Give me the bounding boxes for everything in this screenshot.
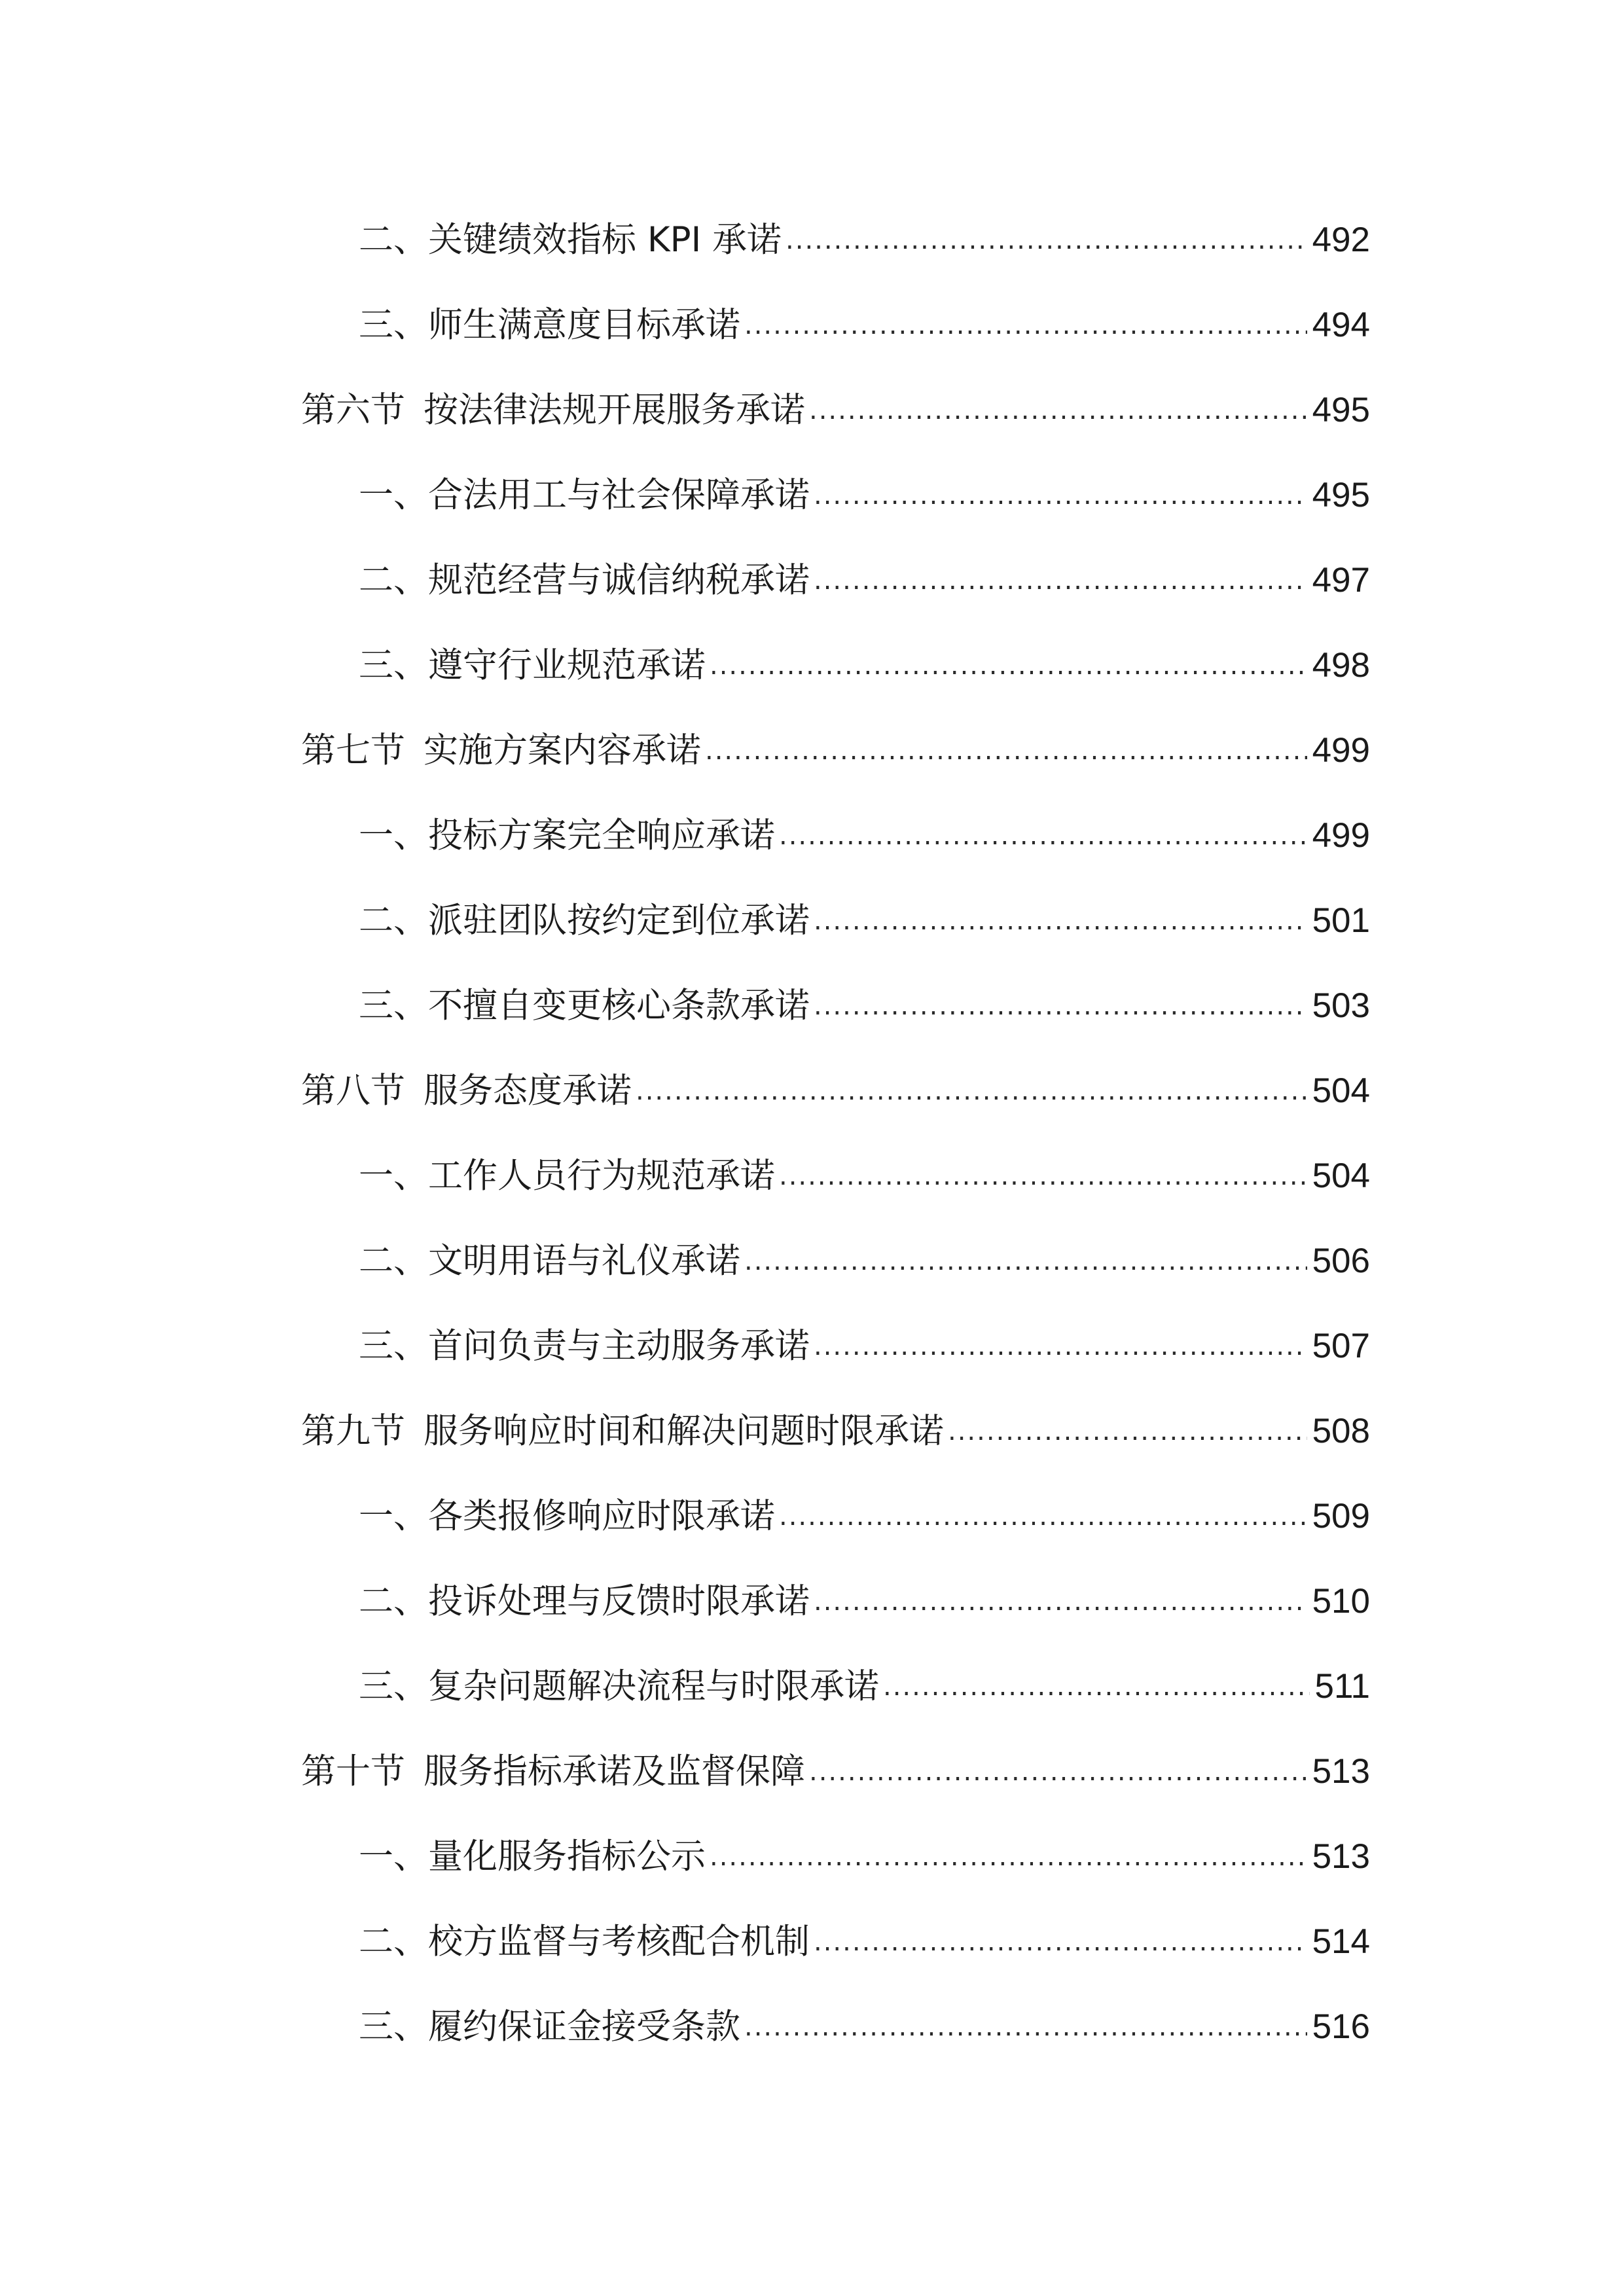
toc-entry-prefix: 三、 — [359, 1666, 428, 1706]
dot-leader — [814, 1320, 1307, 1372]
toc-entry-page: 499 — [1312, 816, 1370, 855]
toc-entry[interactable] — [359, 1831, 1370, 1883]
toc-entry-title: 师生满意度目标承诺 — [428, 305, 740, 345]
toc-entry-title: 服务指标承诺及监督保障 — [424, 1751, 805, 1791]
toc-entry-title: 派驻团队按约定到位承诺 — [428, 901, 810, 941]
dot-leader — [710, 639, 1307, 692]
toc-entry-title: 投诉处理与反馈时限承诺 — [428, 1581, 810, 1621]
toc-entry-title: 合法用工与社会保障承诺 — [428, 475, 810, 515]
toc-entry-title: 履约保证金接受条款 — [428, 2007, 740, 2047]
dot-leader — [785, 214, 1307, 266]
toc-entry-prefix: 三、 — [359, 305, 428, 345]
toc-entry-page: 498 — [1312, 646, 1370, 685]
toc-entry-title: 首问负责与主动服务承诺 — [428, 1326, 810, 1366]
dot-leader — [710, 1831, 1307, 1883]
toc-entry-page: 497 — [1312, 561, 1370, 600]
toc-entry[interactable] — [359, 1660, 1370, 1713]
toc-entry-prefix: 一、 — [359, 475, 428, 515]
toc-section-entry[interactable] — [301, 1746, 1370, 1798]
toc-entry-title: 校方监督与考核配合机制 — [428, 1922, 810, 1962]
toc-entry[interactable] — [359, 299, 1370, 351]
toc-entry-page: 501 — [1312, 901, 1370, 940]
toc-entry-prefix: 第八节 — [301, 1071, 405, 1111]
dot-leader — [744, 299, 1307, 351]
dot-leader — [883, 1660, 1310, 1713]
dot-leader — [814, 895, 1307, 947]
toc-entry-title: 遵守行业规范承诺 — [428, 645, 706, 685]
dot-leader — [809, 384, 1307, 437]
toc-entry-prefix: 一、 — [359, 816, 428, 855]
toc-entry[interactable] — [359, 1490, 1370, 1543]
toc-entry-prefix: 二、 — [359, 1922, 428, 1962]
toc-entry-prefix: 第六节 — [301, 390, 405, 430]
toc-entry[interactable] — [359, 895, 1370, 947]
toc-entry-prefix: 三、 — [359, 1326, 428, 1366]
toc-entry-title: 工作人员行为规范承诺 — [428, 1156, 775, 1196]
toc-entry[interactable] — [359, 214, 1370, 266]
toc-entry-page: 516 — [1312, 2007, 1370, 2046]
dot-leader — [636, 1065, 1307, 1117]
toc-entry-prefix: 三、 — [359, 2007, 428, 2047]
toc-entry-title: 复杂问题解决流程与时限承诺 — [428, 1666, 879, 1706]
dot-leader — [814, 469, 1307, 522]
toc-entry[interactable] — [359, 1575, 1370, 1628]
toc-entry-page: 510 — [1312, 1582, 1370, 1621]
toc-entry-page: 508 — [1312, 1412, 1370, 1450]
toc-entry-prefix: 二、 — [359, 1581, 428, 1621]
toc-entry-prefix: 一、 — [359, 1496, 428, 1536]
toc-entry-title: 规范经营与诚信纳税承诺 — [428, 560, 810, 600]
toc-entry[interactable] — [359, 639, 1370, 692]
toc-entry-title: 不擅自变更核心条款承诺 — [428, 986, 810, 1026]
toc-entry-prefix: 第十节 — [301, 1751, 405, 1791]
toc-entry[interactable] — [359, 554, 1370, 607]
toc-entry-prefix: 二、 — [359, 220, 428, 260]
toc-entry-page: 511 — [1314, 1667, 1370, 1706]
toc-entry[interactable] — [359, 2001, 1370, 2053]
toc-entry-title: 实施方案内容承诺 — [424, 730, 701, 770]
toc-entry-prefix: 二、 — [359, 901, 428, 941]
toc-entry-page: 514 — [1312, 1922, 1370, 1961]
dot-leader — [814, 1575, 1307, 1628]
toc-entry-page: 509 — [1312, 1497, 1370, 1535]
dot-leader — [705, 725, 1307, 777]
toc-entry-prefix: 一、 — [359, 1156, 428, 1196]
dot-leader — [814, 554, 1307, 607]
dot-leader — [814, 980, 1307, 1032]
dot-leader — [779, 810, 1307, 862]
toc-entry-prefix: 三、 — [359, 645, 428, 685]
toc-entry-page: 499 — [1312, 731, 1370, 770]
toc-entry-page: 506 — [1312, 1242, 1370, 1280]
dot-leader — [744, 2001, 1307, 2053]
toc-entry[interactable] — [359, 469, 1370, 522]
toc-section-entry[interactable] — [301, 1405, 1370, 1458]
toc-entry-page: 495 — [1312, 476, 1370, 514]
toc-entry-title: 文明用语与礼仪承诺 — [428, 1241, 740, 1281]
toc-entry-page: 507 — [1312, 1327, 1370, 1365]
toc-entry[interactable] — [359, 1235, 1370, 1287]
toc-entry-title: 投标方案完全响应承诺 — [428, 816, 775, 855]
toc-section-entry[interactable] — [301, 384, 1370, 437]
toc-entry-prefix: 第七节 — [301, 730, 405, 770]
toc-section-entry[interactable] — [301, 1065, 1370, 1117]
toc-entry-page: 494 — [1312, 306, 1370, 344]
toc-entry[interactable] — [359, 1320, 1370, 1372]
dot-leader — [779, 1490, 1307, 1543]
toc-entry-prefix: 一、 — [359, 1837, 428, 1876]
dot-leader — [744, 1235, 1307, 1287]
toc-entry-title: 关键绩效指标 KPI 承诺 — [428, 220, 782, 260]
toc-entry-prefix: 二、 — [359, 560, 428, 600]
toc-entry-prefix: 三、 — [359, 986, 428, 1026]
dot-leader — [809, 1746, 1307, 1798]
toc-entry-page: 513 — [1312, 1752, 1370, 1791]
toc-entry-title: 量化服务指标公示 — [428, 1837, 706, 1876]
toc-entry[interactable] — [359, 1150, 1370, 1202]
toc-entry-page: 495 — [1312, 391, 1370, 429]
toc-entry[interactable] — [359, 980, 1370, 1032]
toc-entry[interactable] — [359, 1916, 1370, 1968]
dot-leader — [948, 1405, 1307, 1458]
toc-entry-page: 513 — [1312, 1837, 1370, 1876]
toc-section-entry[interactable] — [301, 725, 1370, 777]
toc-entry-prefix: 二、 — [359, 1241, 428, 1281]
toc-entry[interactable] — [359, 810, 1370, 862]
dot-leader — [814, 1916, 1307, 1968]
toc-entry-page: 504 — [1312, 1071, 1370, 1110]
toc-entry-page: 492 — [1312, 221, 1370, 259]
toc-entry-title: 按法律法规开展服务承诺 — [424, 390, 805, 430]
toc-entry-page: 503 — [1312, 986, 1370, 1025]
toc-entry-prefix: 第九节 — [301, 1411, 405, 1451]
toc-entry-title: 服务响应时间和解决问题时限承诺 — [424, 1411, 944, 1451]
toc-entry-title: 服务态度承诺 — [424, 1071, 632, 1111]
toc-entry-title: 各类报修响应时限承诺 — [428, 1496, 775, 1536]
toc-entry-page: 504 — [1312, 1157, 1370, 1195]
dot-leader — [779, 1150, 1307, 1202]
